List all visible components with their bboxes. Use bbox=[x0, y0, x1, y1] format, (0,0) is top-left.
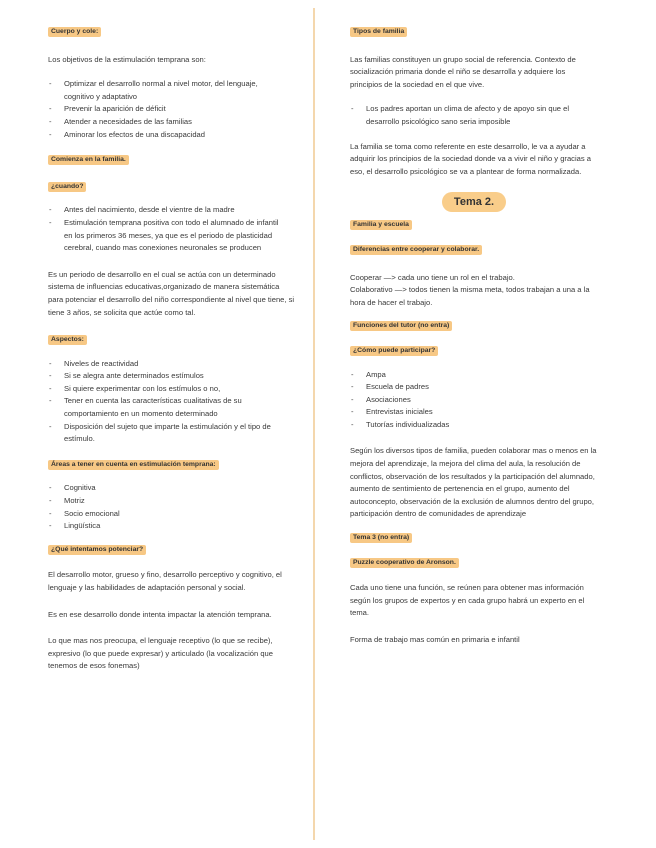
colaborar-paragraph: Según los diversos tipos de familia, pueden colaborar mas o menos en la mejora del aprendizaje, la mejora del clima del aula, la resolución de conflictos, observación de los resultados y la participación del alumnado, aumento de sentimiento de pertenencia en el grupo, aumento del autoconcepto, observación de la exclusión de alumnos dentro del grupo, participación dentro de comunidades de aprendizaje bbox=[350, 446, 597, 519]
list-item: - Tutorías individualizadas bbox=[350, 419, 598, 432]
heading-participar: ¿Cómo puede participar? bbox=[350, 346, 438, 356]
potenciar-paragraph-2: Es en ese desarrollo donde intenta impactar la atención temprana. bbox=[48, 609, 272, 619]
padres-list bbox=[350, 103, 598, 128]
list-item: - Cognitiva bbox=[48, 482, 296, 495]
list-item: - Niveles de reactividad bbox=[48, 358, 288, 371]
list-item: - Socio emocional bbox=[48, 508, 296, 521]
column-divider bbox=[313, 8, 315, 840]
list-item: - Tener en cuenta las características cualitativas de su comportamiento en un momento determinado bbox=[48, 395, 288, 420]
list-item: - Disposición del sujeto que imparte la estimulación y el tipo de estímulo. bbox=[48, 421, 288, 446]
list-item: - Los padres aportan un clima de afecto y de apoyo sin que el desarrollo psicológico sano seria imposible bbox=[350, 103, 588, 128]
right-column bbox=[350, 22, 598, 647]
participar-list bbox=[350, 369, 598, 432]
heading-familia-escuela: Familia y escuela bbox=[350, 220, 412, 230]
potenciar-paragraph-3: Lo que mas nos preocupa, el lenguaje receptivo (lo que se recibe), expresivo (lo que puede expresar) y articulado (la vocalización que tenemos de esos fonemas) bbox=[48, 636, 273, 671]
colaborativo-line: Colaborativo —> todos tienen la misma meta, todos trabajan a una a la hora de hacer el trabajo. bbox=[350, 285, 590, 307]
forma-paragraph: Forma de trabajo mas común en primaria e infantil bbox=[350, 635, 520, 644]
periodo-paragraph: Es un periodo de desarrollo en el cual se actúa con un determinado sistema de influencias educativas,organizado de manera sistemática para potenciar el desarrollo del niño correspondiente al nivel que tiene, si tiene 3 años, se solicita que actúe como tal. bbox=[48, 269, 295, 317]
list-item: - Optimizar el desarrollo normal a nivel motor, del lenguaje, cognitivo y adaptativo bbox=[48, 78, 286, 103]
tema-title: Tema 2. bbox=[442, 192, 506, 212]
aspectos-list bbox=[48, 358, 296, 446]
heading-tema3: Tema 3 (no entra) bbox=[350, 533, 412, 543]
objetivos-intro: Los objetivos de la estimulación temprana son: bbox=[48, 54, 206, 64]
objetivos-list bbox=[48, 78, 296, 141]
areas-list bbox=[48, 482, 296, 532]
list-item: - Lingüística bbox=[48, 520, 296, 533]
heading-cuando: ¿cuando? bbox=[48, 182, 86, 192]
heading-funciones-tutor: Funciones del tutor (no entra) bbox=[350, 321, 452, 331]
heading-cuerpo: Cuerpo y cole: bbox=[48, 27, 101, 37]
heading-aspectos: Aspectos: bbox=[48, 335, 87, 345]
potenciar-paragraph-1: El desarrollo motor, grueso y fino, desarrollo perceptivo y cognitivo, el lenguaje y las habilidades de adaptación personal y social. bbox=[48, 570, 282, 592]
list-item: - Escuela de padres bbox=[350, 381, 598, 394]
list-item: - Prevenir la aparición de déficit bbox=[48, 103, 286, 116]
list-item: - Si se alegra ante determinados estímulos bbox=[48, 370, 288, 383]
heading-potenciar: ¿Qué intentamos potenciar? bbox=[48, 545, 146, 555]
familias-paragraph-2: La familia se toma como referente en este desarrollo, le va a ayudar a adquirir los principios de la sociedad donde va a vivir el niño y gracias a eso, el desarrollo psicológico se va a plantear de forma normalizada. bbox=[350, 141, 592, 176]
list-item: - Aminorar los efectos de una discapacidad bbox=[48, 129, 286, 142]
left-column bbox=[48, 22, 296, 673]
cooperar-line: Cooperar —> cada uno tiene un rol en el trabajo. bbox=[350, 272, 515, 282]
heading-areas: Áreas a tener en cuenta en estimulación temprana: bbox=[48, 460, 219, 470]
familias-paragraph-1: Las familias constituyen un grupo social de referencia. Contexto de socialización primaria donde el niño se desarrolla y adquiere los principios de la sociedad en el que vive. bbox=[350, 54, 576, 89]
heading-tipos-familia: Tipos de familia bbox=[350, 27, 407, 37]
list-item: - Entrevistas iniciales bbox=[350, 406, 598, 419]
list-item: - Estimulación temprana positiva con todo el alumnado de infantil en los primeros 36 meses, ya que es el periodo de plasticidad cerebral, cuando mas conexiones neuronales se producen bbox=[48, 217, 288, 255]
list-item: - Antes del nacimiento, desde el vientre de la madre bbox=[48, 204, 288, 217]
cuando-list bbox=[48, 204, 296, 254]
list-item: - Motriz bbox=[48, 495, 296, 508]
list-item: - Atender a necesidades de las familias bbox=[48, 116, 286, 129]
list-item: - Ampa bbox=[350, 369, 598, 382]
heading-comienza: Comienza en la familia. bbox=[48, 155, 129, 165]
list-item: - Si quiere experimentar con los estímulos o no, bbox=[48, 383, 288, 396]
list-item: - Asociaciones bbox=[350, 394, 598, 407]
heading-puzzle: Puzzle cooperativo de Aronson. bbox=[350, 558, 459, 568]
heading-diferencias: Diferencias entre cooperar y colaborar. bbox=[350, 245, 482, 255]
puzzle-paragraph: Cada uno tiene una función, se reúnen para obtener mas información según los grupos de expertos y en cada grupo habrá un experto en el tema. bbox=[350, 583, 585, 618]
